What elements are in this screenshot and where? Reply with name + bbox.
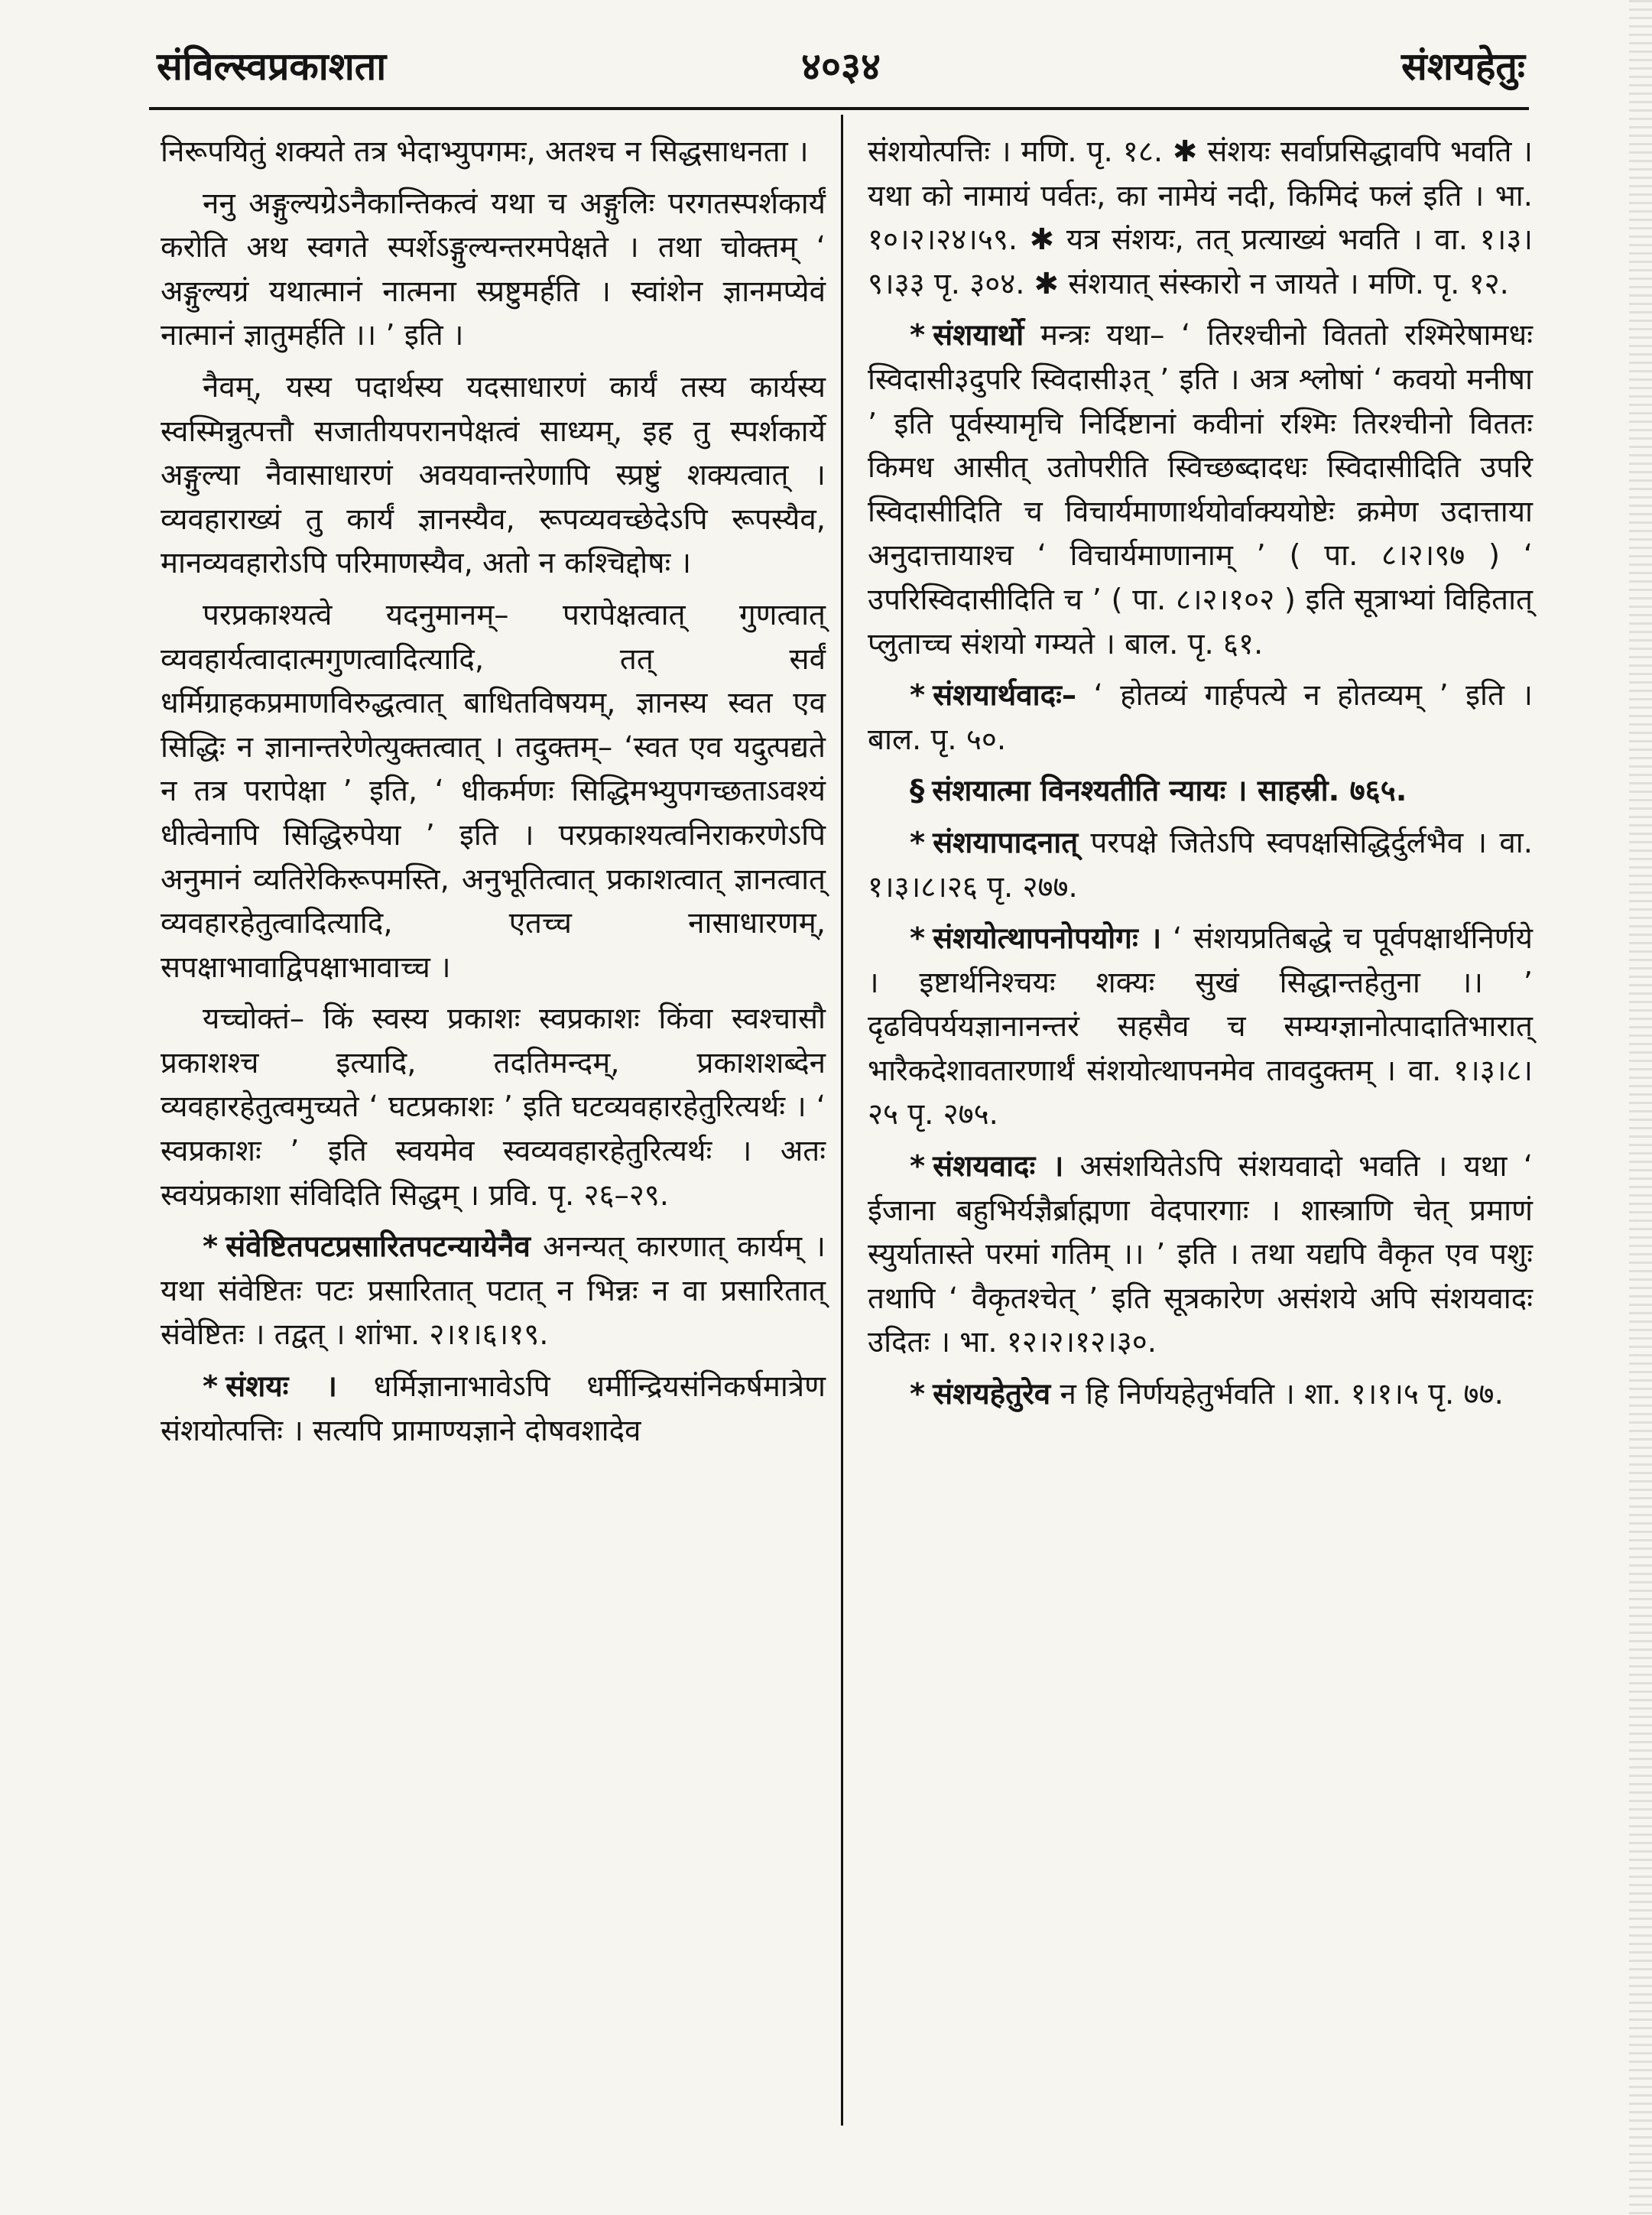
- paragraph: निरूपयितुं शक्यते तत्र भेदाभ्युपगमः, अतश्च न सिद्धसाधनता ।: [161, 135, 809, 169]
- dictionary-entry: [161, 1365, 826, 1453]
- dictionary-entry: [868, 1145, 1533, 1365]
- entry-headword: संशयवादः ।: [933, 1149, 1064, 1184]
- entry-headword: संवेष्टितपटप्रसारितपटन्यायेनैव: [226, 1229, 531, 1265]
- entry-body: परपक्षे जितेऽपि स्वपक्षसिद्धिर्दुर्लभैव । वा. १।३।८।२६ पृ. २७७.: [868, 825, 1533, 905]
- right-column: [868, 130, 1533, 1424]
- dictionary-entry: [868, 313, 1533, 666]
- asterisk-icon: *: [910, 1377, 926, 1412]
- paragraph: यच्चोक्तं– किं स्वस्य प्रकाशः स्वप्रकाशः किंवा स्वश्चासौ प्रकाशश्च इत्यादि, तदतिमन्दम्, प्रकाशशब्देन व्यवहारहेतुत्वमुच्यते ‘ घटप्रकाशः ’ इति घटव्यवहारहेतुरित्यर्थः । ‘ स्वप्रकाशः ’ इति स्वयमेव स्वव्यवहारहेतुरित्यर्थः । अतः स्वयंप्रकाशा संविदिति सिद्धम् । प्रवि. पृ. २६–२९.: [161, 1002, 826, 1213]
- entry-headword: संशयात्मा विनश्यतीति न्यायः । साहस्री. ७६५.: [932, 774, 1407, 809]
- entry-body: मन्त्रः यथा– ‘ तिरश्चीनो विततो रश्मिरेषामधः स्विदासी३दुपरि स्विदासी३त् ’ इति । अत्र श्लोषां ‘ कवयो मनीषा ’ इति पूर्वस्यामृचि निर्दिष्टानां कवीनां रश्मिः तिरश्चीनो विततः किमध आसीत् उतोपरीति स्विच्छब्दादधः स्विदासीदिति उपरि स्विदासीदिति च विचार्यमाणार्थयोर्वाक्ययोष्टेः क्रमेण उदात्ताया अनुदात्तायाश्च ‘ विचार्यमाणानाम् ’ ( पा. ८।२।९७ ) ‘ उपरिस्विदासीदिति च ’ ( पा. ८।२।१०२ ) इति सूत्राभ्यां विहितात् प्लुताच्च संशयो गम्यते । बाल. पृ. ६१.: [868, 318, 1533, 661]
- section-mark-icon: §: [910, 774, 925, 809]
- running-title-left: संविल्स्वप्रकाशता: [157, 44, 387, 89]
- asterisk-icon: *: [203, 1229, 219, 1265]
- header-rule: [149, 107, 1529, 110]
- left-column: [161, 130, 826, 1460]
- asterisk-icon: *: [203, 1369, 219, 1405]
- entry-body: ‘ संशयप्रतिबद्धे च पूर्वपक्षार्थनिर्णये । इष्टार्थनिश्चयः शक्यः सुखं सिद्धान्तहेतुना ।। ’ दृढविपर्ययज्ञानानन्तरं सहसैव च सम्यग्ज्ञानोत्पादातिभारात् भारैकदेशावतारणार्थं संशयोत्थापनमेव तावदुक्तम् । वा. १।३।८।२५ पृ. २७५.: [868, 921, 1533, 1132]
- page-header: [157, 32, 1525, 101]
- dictionary-entry: [868, 821, 1533, 909]
- paragraph: परप्रकाश्यत्वे यदनुमानम्– परापेक्षत्वात् गुणत्वात् व्यवहार्यत्वादात्मगुणत्वादित्यादि, तत् सर्वं धर्मिग्राहकप्रमाणविरुद्धत्वात् बाधितविषयम्, ज्ञानस्य स्वत एव सिद्धिः न ज्ञानान्तरेणेत्युक्तत्वात् । तदुक्तम्– ‘स्वत एव यदुत्पद्यते न तत्र परापेक्षा ’ इति, ‘ धीकर्मणः सिद्धिमभ्युपगच्छताऽवश्यं धीत्वेनापि सिद्धिरुपेया ’ इति । परप्रकाश्यत्वनिराकरणेऽपि अनुमानं व्यतिरेकिरूपमस्ति, अनुभूतित्वात् प्रकाशत्वात् ज्ञानत्वात् व्यवहारहेतुत्वादित्यादि, एतच्च नासाधारणम्, सपक्षाभावाद्विपक्षाभावाच्च ।: [161, 597, 826, 985]
- dictionary-entry: [868, 769, 1533, 814]
- paragraph: ननु अङ्गुल्यग्रेऽनैकान्तिकत्वं यथा च अङ्गुलिः परगतस्पर्शकार्यं करोति अथ स्वगते स्पर्शेऽङ्गुल्यन्तरमपेक्षते । तथा चोक्तम् ‘ अङ्गुल्यग्रं यथात्मानं नात्मना स्प्रष्टुमर्हति । स्वांशेन ज्ञानमप्येवं नात्मानं ज्ञातुमर्हति ।। ’ इति ।: [161, 186, 826, 353]
- asterisk-icon: *: [910, 921, 926, 956]
- asterisk-icon: *: [910, 825, 926, 860]
- asterisk-icon: *: [910, 1149, 926, 1184]
- dictionary-entry: [868, 1372, 1533, 1417]
- paragraph: संशयोत्पत्तिः । मणि. पृ. १८. ✱ संशयः सर्वाप्रसिद्धावपि भवति । यथा को नामायं पर्वतः, का नामेयं नदी, किमिदं फलं इति । भा. १०।२।२४।५९. ✱ यत्र संशयः, तत् प्रत्याख्यं भवति । वा. १।३।९।३३ पृ. ३०४. ✱ संशयात् संस्कारो न जायते । मणि. पृ. १२.: [868, 135, 1533, 301]
- entry-body: अनन्यत् कारणात् कार्यम् । यथा संवेष्टितः पटः प्रसारितात् पटात् न भिन्नः न वा प्रसारितात् संवेष्टितः । तद्वत् । शांभा. २।१।६।१९.: [161, 1229, 826, 1353]
- dictionary-entry: [868, 674, 1533, 762]
- paragraph: नैवम्, यस्य पदार्थस्य यदसाधारणं कार्यं तस्य कार्यस्य स्वस्मिन्नुत्पत्तौ सजातीयपरानपेक्षत्वं साध्यम्, इह तु स्पर्शकार्ये अङ्गुल्या नैवासाधारणं अवयवान्तरेणापि स्प्रष्टुं शक्यत्वात् । व्यवहाराख्यं तु कार्यं ज्ञानस्यैव, रूपव्यवच्छेदेऽपि रूपस्यैव, मानव्यवहारोऽपि परिमाणस्यैव, अतो न कश्चिद्दोषः ।: [161, 369, 826, 581]
- entry-headword: संशयोत्थापनोपयोगः ।: [933, 921, 1162, 956]
- entry-headword: संशयार्थवादः–: [933, 678, 1077, 713]
- entry-headword: संशयार्थो: [933, 318, 1024, 353]
- dictionary-entry: [868, 917, 1533, 1137]
- column-divider: [841, 115, 843, 2126]
- entry-body: असंशयितेऽपि संशयवादो भवति । यथा ‘ ईजाना बहुभिर्यज्ञैर्ब्राह्मणा वेदपारगाः । शास्त्राणि चेत् प्रमाणं स्युर्यातास्ते परमां गतिम् ।। ’ इति । तथा यद्यपि वैकृत एव पशुः तथापि ‘ वैकृतश्चेत् ’ इति सूत्रकारेण असंशये अपि संशयवादः उदितः । भा. १२।२।१२।३०.: [868, 1149, 1533, 1360]
- entry-headword: संशयः ।: [226, 1369, 337, 1405]
- entry-body: ‘ होतव्यं गार्हपत्ये न होतव्यम् ’ इति । बाल. पृ. ५०.: [868, 678, 1533, 757]
- dictionary-entry: [161, 1225, 826, 1357]
- running-title-right: संशयहेतुः: [1401, 44, 1525, 89]
- entry-headword: संशयापादनात्: [933, 825, 1079, 860]
- asterisk-icon: *: [910, 678, 926, 713]
- entry-body: धर्मिज्ञानाभावेऽपि धर्मीन्द्रियसंनिकर्षमात्रेण संशयोत्पत्तिः । सत्यपि प्रामाण्यज्ञाने दोषवशादेव: [161, 1369, 826, 1448]
- entry-headword: संशयहेतुरेव: [933, 1377, 1051, 1412]
- page-number: ४०३४: [801, 44, 881, 89]
- entry-body: न हि निर्णयहेतुर्भवति । शा. १।१।५ पृ. ७७.: [1060, 1377, 1504, 1412]
- scan-edge-speckle: [1629, 0, 1652, 2215]
- asterisk-icon: *: [910, 318, 926, 353]
